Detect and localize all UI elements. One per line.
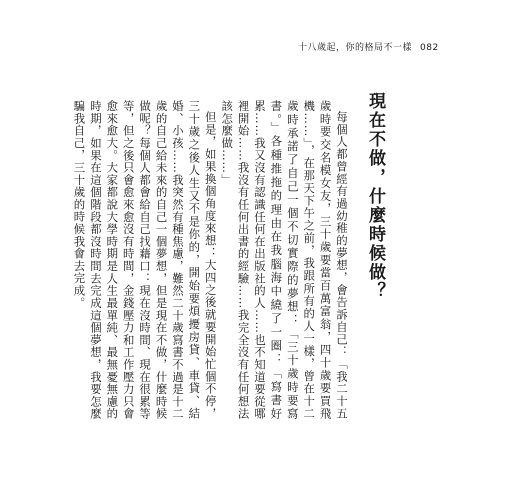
running-header [298,40,448,53]
running-title: 十八歲起，你的格局不一樣 [298,43,413,53]
paragraph: 但是，如果換個角度來想：大四之後就要開始忙個不停，三十歲之後人生又不是你的，開始要煩擾房貸、車貸、結婚、小孩……我突然有種焦慮，難然二十歲寫書不過是十二歲的自己給未來的自己一個夢想，但是現在不做，什麼時候做呢？每個人都會給自己找藉口：現在沒時間、現在很累等等，但之後只會愈來愈沒有時間，金錢壓力和工作壓力只會愈來愈大。大家都說大學時期是人生最單純、最無憂無慮的時期，如果在這個階段都沒時間去完成這個夢想，我要怎麼騙我自己，三十歲的時候我會去完成。 [72,100,218,420]
paragraph: 每個人都曾經有過幼稚的夢想，會告訴自己：「我二十五歲時要交名模女友，三十歲要當百萬富翁，四十歲要買飛機……」，在那天下午之前，我跟所有的人一樣，曾在十二歲時承諾了自己一個不切實際的夢想：「三十歲時要寫書。」各種推拖的理由在我腦海中繞了一圈：「寫書好累……我又沒有認識任何在出版社的人……也不知道要從哪裡開始……我沒有任何出書的經驗……我完全沒有任何想法該怎麼做……」 [220,100,349,420]
section-title: 現在不做，什麼時候做？ [365,92,385,301]
body-text [72,100,350,420]
page-number: 082 [420,43,439,53]
